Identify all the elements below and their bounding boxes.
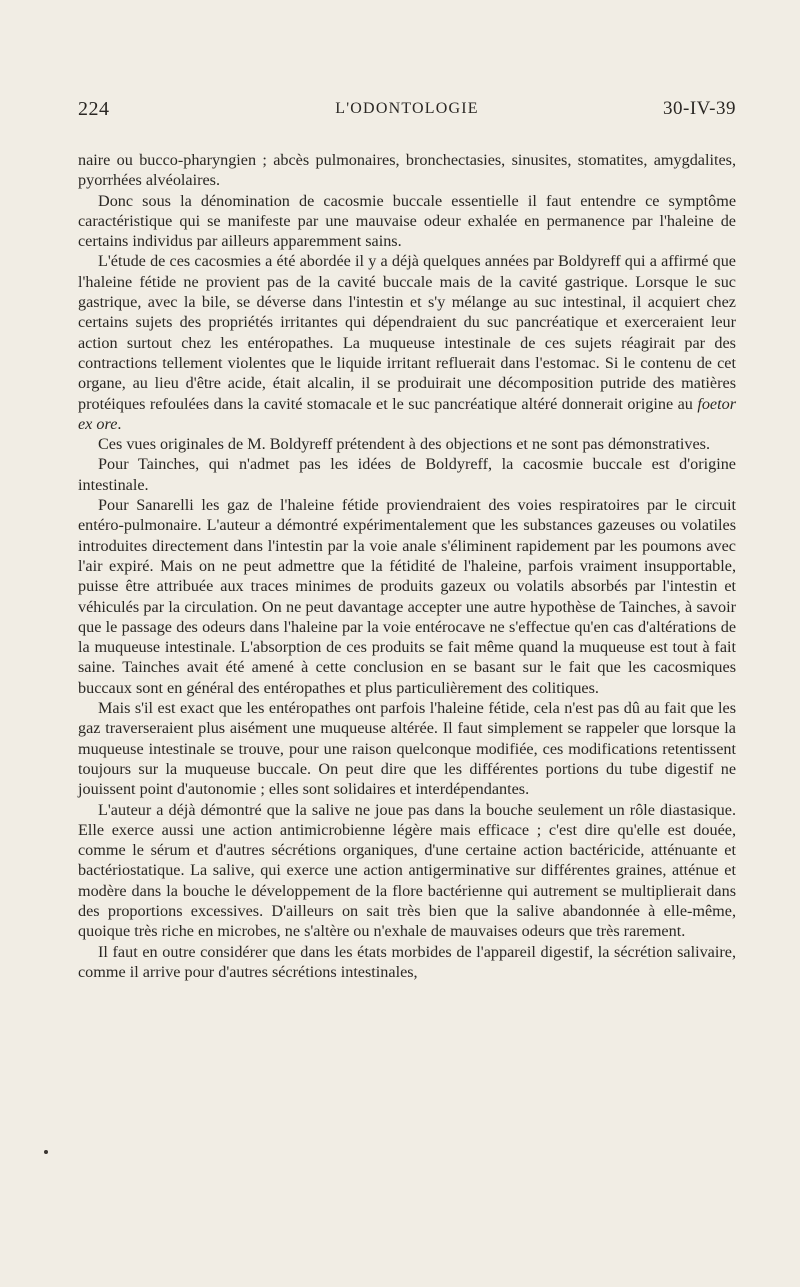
margin-mark [44,1150,48,1154]
paragraph-9: Il faut en outre considérer que dans les états morbides de l'appareil digestif, la sécrétion salivaire, comme il arrive pour d'autres sécrétions intestinales, [78,942,736,981]
paragraph-3-end: . [117,414,122,433]
paragraph-3 [78,251,736,434]
paragraph-6: Pour Sanarelli les gaz de l'haleine fétide proviendraient des voies respiratoires par le circuit entéro-pulmonaire. L'auteur a démontré expérimentalement que les substances gazeuses ou volatiles introduites directement dans l'intestin par la voie anale s'éliminent rapidement par les poumons avec l'air expiré. Mais on ne peut admettre que la fétidité de l'haleine, parfois vraiment insupportable, puisse être attribuée aux traces minimes de produits gazeux ou volatils absorbés par l'intestin et véhiculés par la circulation. On ne peut davantage accepter une autre hypothèse de Tainches, à savoir que le passage des odeurs dans l'haleine par la voie entérocave ne s'effectue qu'en cas d'altérations de la muqueuse intestinale. L'absorption de ces produits se fait même quand la muqueuse est tout à fait saine. Tainches avait été amené à cette conclusion en se basant sur le fait que les cacosmiques buccaux sont en général des entéropathes et plus particulièrement des colitiques. [78,496,736,697]
journal-title: L'ODONTOLOGIE [335,100,479,117]
paragraph-8: L'auteur a déjà démontré que la salive ne joue pas dans la bouche seulement un rôle diastasique. Elle exerce aussi une action antimicrobienne légère mais efficace ; c'est dire qu'elle est douée, comme le sérum et d'autres sécrétions organiques, d'une certaine action bactéricide, atténuante et bactériostatique. La salive, qui exerce une action antigerminative sur différentes graines, atténue et modère dans la bouche le développement de la flore bactérienne qui autrement se multiplierait dans des proportions excessives. D'ailleurs on sait très bien que la salive abandonnée à elle-même, quoique très riche en microbes, ne s'altère ou n'exhale de mauvaises odeurs que très rarement. [78,800,736,941]
issue-date: 30-IV-39 [663,98,736,119]
page-number: 224 [78,98,110,120]
body-text [78,150,736,982]
paragraph-4: Ces vues originales de M. Boldyreff prétendent à des objections et ne sont pas démonstratives. [98,435,710,454]
paragraph-1: naire ou bucco-pharyngien ; abcès pulmonaires, bronchectasies, sinusites, stomatites, amygdalites, pyorrhées alvéolaires. [78,151,736,190]
paragraph-2: Donc sous la dénomination de cacosmie buccale essentielle il faut entendre ce symptôme caractéristique qui se manifeste par une mauvaise odeur exhalée en permanence par l'haleine de certains individus par ailleurs apparemment sains. [78,191,736,251]
running-head [78,100,736,128]
paragraph-5: Pour Tainches, qui n'admet pas les idées de Boldyreff, la cacosmie buccale est d'origine intestinale. [78,455,736,494]
latin-phrase: foetor ex ore [78,394,736,433]
paragraph-3-text: L'étude de ces cacosmies a été abordée il y a déjà quelques années par Boldyreff qui a affirmé que l'haleine fétide ne provient pas de la cavité buccale mais de la cavité gastrique. Lorsque le suc gastrique, avec la bile, se déverse dans l'intestin et s'y mélange au suc intestinal, il acquiert chez certains sujets des propriétés irritantes qui dépendraient du suc pancréatique et exerceraient leur action surtout chez les entéropathes. La muqueuse intestinale de ces sujets réagirait par des contractions tellement violentes que le liquide irritant refluerait dans l'estomac. Si le contenu de cet organe, au lieu d'être acide, était alcalin, il se produirait une décomposition putride des matières protéiques refoulées dans la cavité stomacale et le suc pancréatique altéré donnerait origine au [78,252,736,413]
paragraph-7: Mais s'il est exact que les entéropathes ont parfois l'haleine fétide, cela n'est pas dû au fait que les gaz traverseraient plus aisément une muqueuse altérée. Il faut simplement se rappeler que lorsque la muqueuse intestinale se trouve, pour une raison quelconque modifiée, ces modifications retentissent toujours sur la muqueuse buccale. On peut dire que les différentes portions du tube digestif ne jouissent point d'autonomie ; elles sont solidaires et interdépendantes. [78,699,736,799]
